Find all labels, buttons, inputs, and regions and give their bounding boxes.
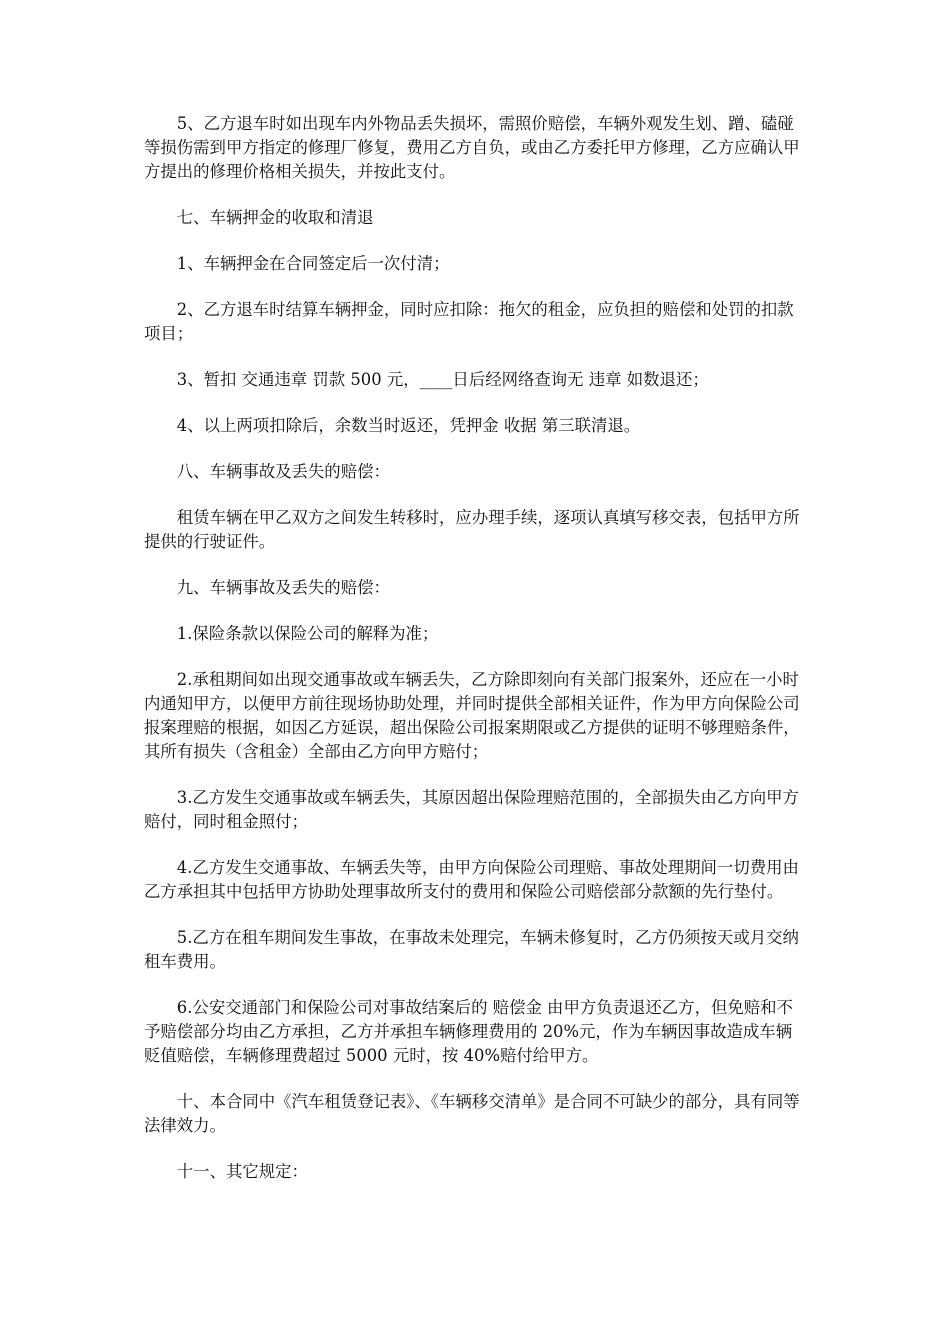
clause-paragraph: 4.乙方发生交通事故、车辆丢失等，由甲方向保险公司理赔、事故处理期间一切费用由乙方承担其中包括甲方协助处理事故所支付的费用和保险公司赔偿部分款额的先行垫付。 bbox=[144, 858, 799, 901]
clause-paragraph: 十、本合同中《汽车租赁登记表》、《车辆移交清单》是合同不可缺少的部分，具有同等法律效力。 bbox=[144, 1092, 800, 1135]
section-heading: 十一、其它规定： bbox=[176, 1162, 308, 1181]
section-heading: 九、车辆事故及丢失的赔偿： bbox=[176, 578, 390, 597]
clause-paragraph: 4、以上两项扣除后，余数当时返还，凭押金 收据 第三联清退。 bbox=[176, 416, 641, 435]
section-heading: 七、车辆押金的收取和清退 bbox=[176, 208, 374, 227]
clause-paragraph: 2、乙方退车时结算车辆押金，同时应扣除：拖欠的租金，应负担的赔偿和处罚的扣款项目； bbox=[144, 300, 794, 343]
clause-paragraph: 租赁车辆在甲乙双方之间发生转移时，应办理手续，逐项认真填写移交表，包括甲方所提供的行驶证件。 bbox=[144, 508, 800, 551]
clause-paragraph: 1、车辆押金在合同签定后一次付清； bbox=[176, 254, 450, 273]
clause-paragraph: 6.公安交通部门和保险公司对事故结案后的 赔偿金 由甲方负责退还乙方，但免赔和不予赔偿部分均由乙方承担，乙方并承担车辆修理费用的 20%元，作为车辆因事故造成车辆贬值赔偿，车辆修理费超过 5000 元时，按 40%赔付给甲方。 bbox=[144, 998, 793, 1065]
clause-paragraph: 5.乙方在租车期间发生事故，在事故未处理完，车辆未修复时，乙方仍须按天或月交纳租车费用。 bbox=[144, 928, 799, 971]
section-heading: 八、车辆事故及丢失的赔偿： bbox=[176, 462, 390, 481]
document-body bbox=[144, 112, 806, 1206]
clause-paragraph: 5、乙方退车时如出现车内外物品丢失损坏，需照价赔偿，车辆外观发生划、蹭、磕碰等损伤需到甲方指定的修理厂修复，费用乙方自负，或由乙方委托甲方修理，乙方应确认甲方提出的修理价格相关损失，并按此支付。 bbox=[144, 114, 800, 181]
clause-paragraph: 1.保险条款以保险公司的解释为准； bbox=[176, 624, 439, 643]
clause-paragraph: 3、暂扣 交通违章 罚款 500 元，____日后经网络查询无 违章 如数退还； bbox=[176, 370, 709, 389]
clause-paragraph: 3.乙方发生交通事故或车辆丢失，其原因超出保险理赔范围的，全部损失由乙方向甲方赔付，同时租金照付； bbox=[144, 788, 799, 831]
clause-paragraph: 2.承租期间如出现交通事故或车辆丢失，乙方除即刻向有关部门报案外，还应在一小时内通知甲方，以便甲方前往现场协助处理，并同时提供全部相关证件，作为甲方向保险公司报案理赔的根据，如因乙方延误，超出保险公司报案期限或乙方提供的证明不够理赔条件，其所有损失（含租金）全部由乙方向甲方赔付； bbox=[144, 670, 800, 761]
